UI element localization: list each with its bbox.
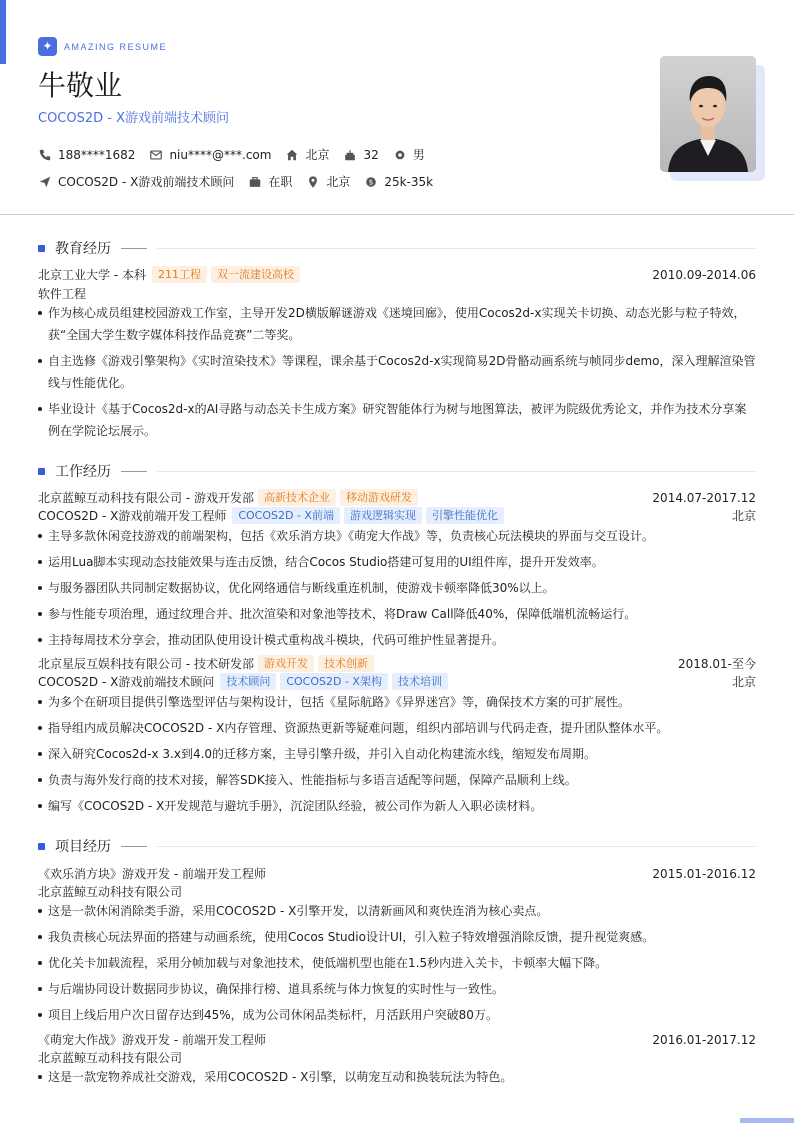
city-value: 北京 — [305, 148, 330, 162]
role-tag: 技术培训 — [392, 673, 448, 690]
section-dash — [121, 248, 147, 249]
avatar — [660, 56, 756, 172]
list-item: 与后端协同设计数据同步协议，确保排行榜、道具系统与体力恢复的实时性与一致性。 — [38, 978, 756, 1000]
salary-item — [364, 175, 433, 189]
brand-text: AMAZING RESUME — [64, 41, 168, 52]
role-name: COCOS2D - X游戏前端开发工程师 — [38, 509, 227, 523]
school-name: 北京工业大学 - 本科 — [38, 268, 146, 282]
project-period: 2015.01-2016.12 — [652, 866, 756, 881]
section-education — [38, 238, 756, 258]
contact-row — [38, 146, 439, 163]
work-city: 北京 — [731, 675, 756, 689]
section-bullet — [38, 245, 45, 252]
profile-photo — [660, 56, 756, 172]
list-item: 我负责核心玩法界面的搭建与动画系统，使用Cocos Studio设计UI，引入粒子特效增强消除反馈，提升视觉爽感。 — [38, 926, 756, 948]
role-tag: 技术顾问 — [220, 673, 276, 690]
phone-value: 188****1682 — [58, 147, 136, 162]
age-item — [343, 148, 378, 162]
work-header — [38, 489, 756, 506]
list-item: 优化关卡加载流程，采用分帧加载与对象池技术，使低端机型也能在1.5秒内进入关卡，卡顿率大幅下降。 — [38, 952, 756, 974]
company-tag: 游戏开发 — [258, 655, 314, 672]
cake-icon — [343, 148, 357, 162]
section-dash — [121, 471, 147, 472]
project-header — [38, 1031, 756, 1048]
school-tag: 211工程 — [152, 266, 207, 283]
gender-item — [393, 146, 425, 163]
email-item — [149, 148, 271, 162]
header-divider — [0, 214, 794, 215]
section-title: 项目经历 — [55, 839, 111, 855]
company-name: 北京蓝鲸互动科技有限公司 - 游戏开发部 — [38, 491, 254, 505]
section-bullet — [38, 843, 45, 850]
role-tag: 游戏逻辑实现 — [344, 507, 422, 524]
mail-icon — [149, 148, 163, 162]
svg-text:$: $ — [369, 178, 374, 187]
project-period: 2016.01-2017.12 — [652, 1032, 756, 1047]
location-pin-icon — [306, 175, 320, 189]
status-value: 在职 — [268, 175, 293, 189]
section-projects — [38, 836, 756, 856]
list-item: 负责与海外发行商的技术对接，解答SDK接入、性能指标与多语言适配等问题，保障产品顺利上线。 — [38, 769, 756, 791]
gender-value: 男 — [412, 148, 425, 162]
send-icon — [38, 175, 52, 189]
work-role-row — [38, 673, 756, 690]
list-item: 这是一款休闲消除类手游，采用COCOS2D - X引擎开发，以清新画风和爽快连消为核心卖点。 — [38, 900, 756, 922]
list-item: 作为核心成员组建校园游戏工作室，主导开发2D横版解谜游戏《迷境回廊》，使用Cocos2d-x实现关卡切换、动态光影与粒子特效，获“全国大学生数字媒体科技作品竞赛”二等奖。 — [38, 302, 756, 346]
project-name: 《萌宠大作战》游戏开发 - 前端开发工程师 — [38, 1033, 266, 1047]
accent-bar — [0, 0, 6, 64]
section-rule — [157, 471, 756, 472]
age-value: 32 — [363, 147, 379, 162]
list-item: 主导多款休闲竞技游戏的前端架构，包括《欢乐消方块》《萌宠大作战》等，负责核心玩法模块的界面与交互设计。 — [38, 525, 756, 547]
list-item: 指导组内成员解决COCOS2D - X内存管理、资源热更新等疑难问题，组织内部培训与代码走查，提升团队整体水平。 — [38, 717, 756, 739]
list-item: 主持每周技术分享会，推动团队使用设计模式重构战斗模块，代码可维护性显著提升。 — [38, 629, 756, 651]
role-tag: 引擎性能优化 — [426, 507, 504, 524]
list-item: 编写《COCOS2D - X开发规范与避坑手册》，沉淀团队经验，被公司作为新人入职必读材料。 — [38, 795, 756, 817]
list-item: 深入研究Cocos2d-x 3.x到4.0的迁移方案，主导引擎升级，并引入自动化构建流水线，缩短发布周期。 — [38, 743, 756, 765]
list-item: 这是一款宠物养成社交游戏，采用COCOS2D - X引擎，以萌宠互动和换装玩法为特色。 — [38, 1066, 756, 1088]
target-role-item — [38, 173, 234, 190]
money-icon — [364, 175, 378, 189]
email-value: niu****@***.com — [169, 147, 272, 162]
education-major-row — [38, 285, 756, 302]
project-company-row — [38, 1049, 756, 1066]
project-company: 北京蓝鲸互动科技有限公司 — [38, 1051, 183, 1065]
list-item: 项目上线后用户次日留存达到45%，成为公司休闲品类标杆，月活跃用户突破80万。 — [38, 1004, 756, 1026]
target-city-value: 北京 — [326, 175, 351, 189]
city-item — [285, 146, 329, 163]
list-item: 运用Lua脚本实现动态技能效果与连击反馈，结合Cocos Studio搭建可复用的UI组件库，提升开发效率。 — [38, 551, 756, 573]
project-name: 《欢乐消方块》游戏开发 - 前端开发工程师 — [38, 867, 266, 881]
target-role-value: COCOS2D - X游戏前端技术顾问 — [58, 175, 235, 189]
section-title: 教育经历 — [55, 241, 111, 257]
work-period: 2014.07-2017.12 — [652, 490, 756, 505]
job-intent-row — [38, 173, 447, 190]
status-item — [248, 173, 292, 190]
list-item: 毕业设计《基于Cocos2d-x的AI寻路与动态关卡生成方案》研究智能体行为树与地图算法，被评为院级优秀论文，并作为技术分享案例在学院论坛展示。 — [38, 398, 756, 442]
candidate-title: COCOS2D - X游戏前端技术顾问 — [38, 111, 230, 126]
education-period: 2010.09-2014.06 — [652, 267, 756, 282]
list-item: 参与性能专项治理，通过纹理合并、批次渲染和对象池等技术，将Draw Call降低40%，保障低端机流畅运行。 — [38, 603, 756, 625]
candidate-name: 牛敬业 — [38, 69, 123, 102]
section-bullet — [38, 468, 45, 475]
education-major: 软件工程 — [38, 287, 87, 301]
project-company-row — [38, 883, 756, 900]
gender-icon — [393, 148, 407, 162]
sparkle-icon: ✦ — [38, 37, 57, 56]
work-role-row — [38, 507, 756, 524]
list-item: 为多个在研项目提供引擎选型评估与架构设计，包括《星际航路》《异界迷宫》等，确保技术方案的可扩展性。 — [38, 691, 756, 713]
work-city: 北京 — [731, 509, 756, 523]
role-tag: COCOS2D - X架构 — [280, 673, 388, 690]
company-tag: 技术创新 — [318, 655, 374, 672]
home-icon — [285, 148, 299, 162]
bottom-accent-bar — [740, 1118, 794, 1123]
company-tag: 移动游戏研发 — [340, 489, 418, 506]
phone-item — [38, 148, 135, 162]
section-work — [38, 461, 756, 481]
project-company: 北京蓝鲸互动科技有限公司 — [38, 885, 183, 899]
phone-icon — [38, 148, 52, 162]
work-period: 2018.01-至今 — [678, 657, 756, 671]
role-tag: COCOS2D - X前端 — [232, 507, 340, 524]
briefcase-icon — [248, 175, 262, 189]
company-tag: 高新技术企业 — [258, 489, 336, 506]
school-tag: 双一流建设高校 — [211, 266, 300, 283]
section-title: 工作经历 — [55, 464, 111, 480]
section-rule — [157, 248, 756, 249]
brand — [38, 37, 167, 56]
role-name: COCOS2D - X游戏前端技术顾问 — [38, 675, 215, 689]
company-name: 北京星辰互娱科技有限公司 - 技术研发部 — [38, 657, 254, 671]
section-rule — [157, 846, 756, 847]
list-item: 与服务器团队共同制定数据协议，优化网络通信与断线重连机制，使游戏卡顿率降低30%以上。 — [38, 577, 756, 599]
work-header — [38, 655, 756, 672]
salary-value: 25k-35k — [384, 174, 434, 189]
project-header — [38, 865, 756, 882]
section-dash — [121, 846, 147, 847]
list-item: 自主选修《游戏引擎架构》《实时渲染技术》等课程，课余基于Cocos2d-x实现简易2D骨骼动画系统与帧同步demo，深入理解渲染管线与性能优化。 — [38, 350, 756, 394]
target-city-item — [306, 173, 350, 190]
education-header — [38, 266, 756, 283]
